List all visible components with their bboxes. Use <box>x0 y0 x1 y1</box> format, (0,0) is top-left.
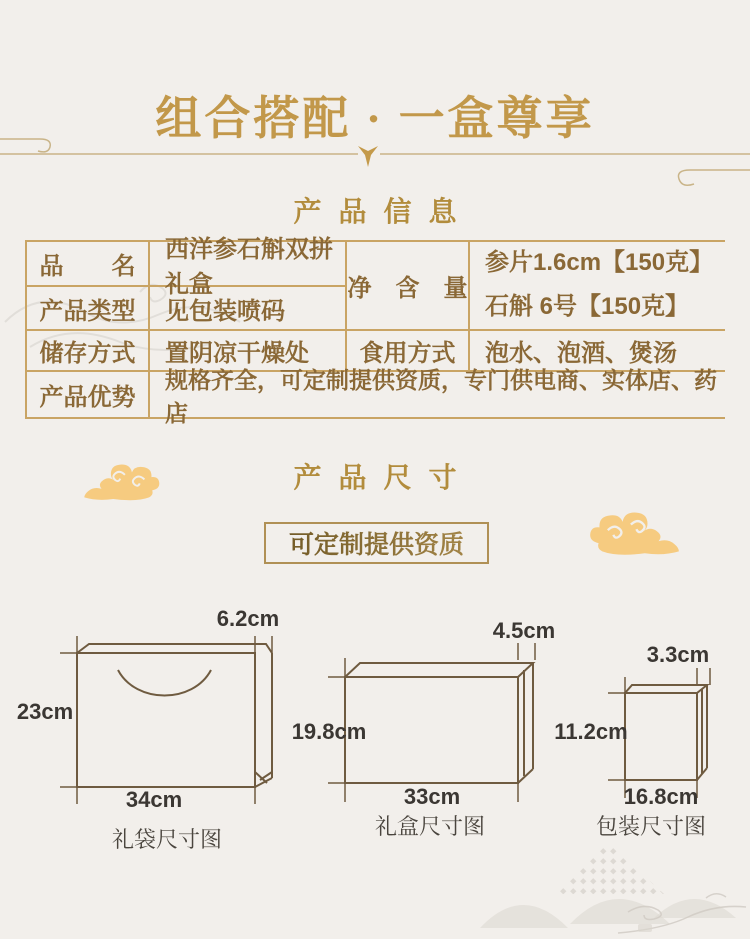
table-label-net-content: 净 含 量 <box>347 242 470 331</box>
bag-depth-dimension: 6.2cm <box>216 606 280 631</box>
net-content-line2: 石斛 6号【150克】 <box>485 293 690 320</box>
title-divider <box>0 120 750 200</box>
pack-width-dimension: 16.8cm <box>623 784 699 809</box>
packaging-drawing <box>625 685 707 780</box>
gift-bag-drawing <box>77 644 272 787</box>
table-value-usage: 泡水、泡酒、煲汤 <box>470 331 725 372</box>
table-value-advantage: 规格齐全，可定制提供资质，专门供电商、实体店、药店 <box>165 366 717 426</box>
box-diagram-label: 礼盒尺寸图 <box>374 814 486 839</box>
bag-diagram-label: 礼袋尺寸图 <box>111 827 223 852</box>
table-value-product-type: 见包装喷码 <box>150 287 347 331</box>
customization-badge[interactable]: 可定制提供资质 <box>264 522 489 564</box>
net-content-line1: 参片1.6cm【150克】 <box>485 249 714 276</box>
cloud-icon <box>588 508 683 556</box>
gift-box-diagram <box>291 598 562 860</box>
table-value-net-content <box>470 242 725 331</box>
right-scroll-ornament <box>678 170 750 185</box>
gift-bag-diagram <box>8 598 300 860</box>
pack-depth-dimension: 3.3cm <box>646 642 710 667</box>
table-value-product-name: 西洋参石斛双拼礼盒 <box>150 242 347 287</box>
section-heading-product-info: 产品信息 <box>293 197 474 228</box>
table-value-storage: 置阴凉干燥处 <box>150 331 347 372</box>
table-label-storage: 储存方式 <box>27 331 150 372</box>
box-height-dimension: 19.8cm <box>291 719 367 744</box>
table-label-usage: 食用方式 <box>347 331 470 372</box>
down-arrow-icon <box>358 146 378 167</box>
section-heading-product-size: 产品尺寸 <box>293 463 474 494</box>
cloud-icon <box>82 460 160 502</box>
box-width-dimension: 33cm <box>403 784 461 809</box>
dimension-ticks <box>60 636 272 804</box>
product-info-table <box>25 235 725 426</box>
packaging-diagram <box>554 598 750 860</box>
table-label-product-name: 品 名 <box>27 242 150 287</box>
bag-height-dimension: 23cm <box>16 699 74 724</box>
box-depth-dimension: 4.5cm <box>492 618 556 643</box>
gift-box-drawing <box>345 663 533 783</box>
table-label-product-type: 产品类型 <box>27 287 150 331</box>
pack-height-dimension: 11.2cm <box>554 719 628 744</box>
left-scroll-ornament <box>0 139 50 152</box>
pack-diagram-label: 包装尺寸图 <box>595 814 707 839</box>
bag-width-dimension: 34cm <box>125 787 183 812</box>
table-label-advantage: 产品优势 <box>27 372 150 417</box>
page-title: 组合搭配 · 一盒尊享 <box>155 93 595 144</box>
bag-handle <box>118 670 211 696</box>
